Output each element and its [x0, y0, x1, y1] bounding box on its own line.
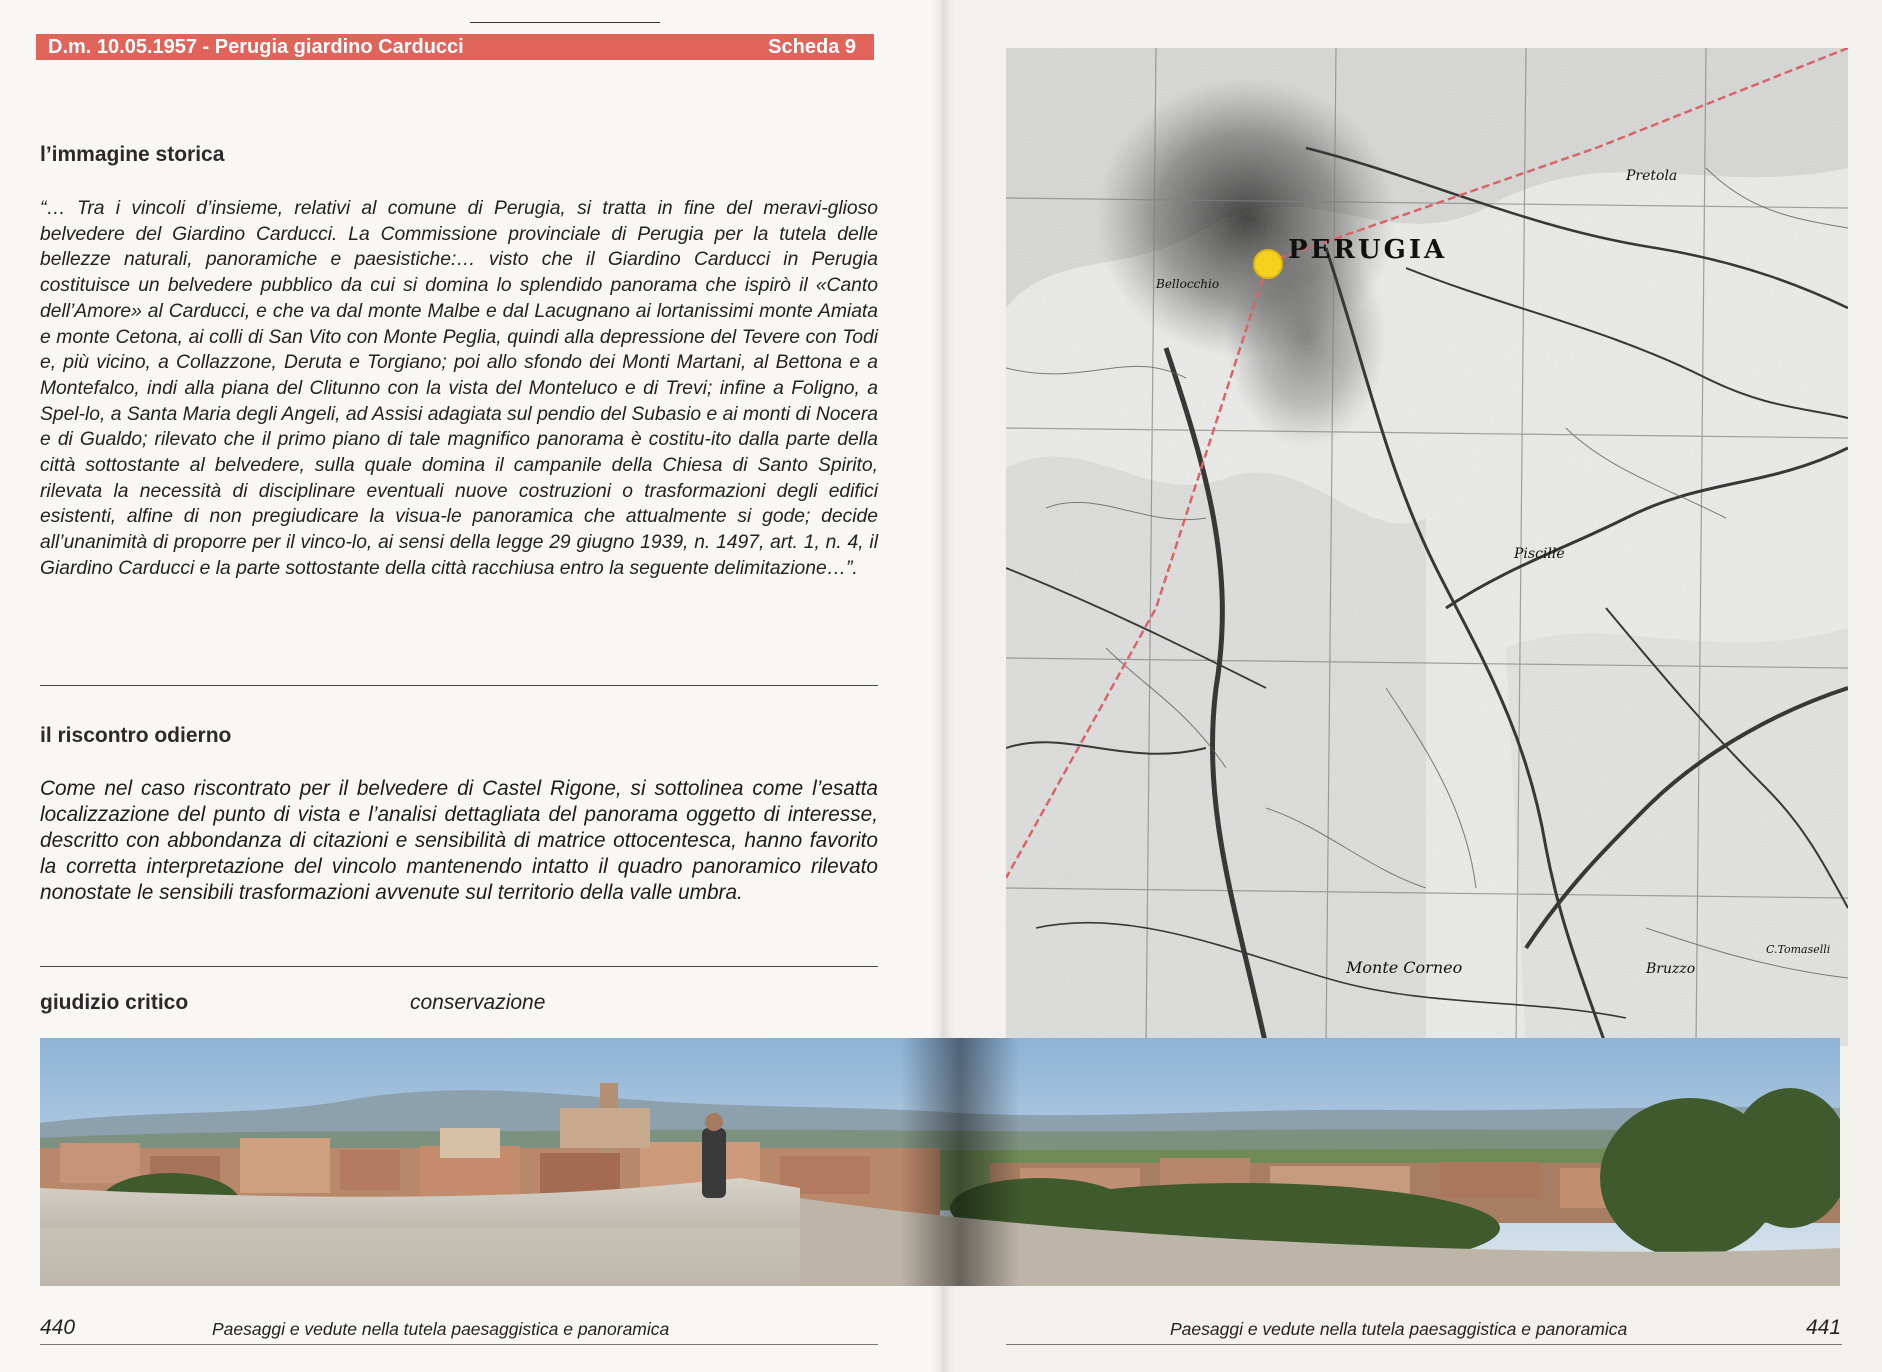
map-label-monte: Monte Corneo: [1346, 958, 1463, 977]
right-running-title: Paesaggi e vedute nella tutela paesaggistica e panoramica: [1170, 1319, 1628, 1339]
map-label-tomaselli: C.Tomaselli: [1766, 943, 1831, 956]
left-footer-rule: [40, 1344, 878, 1345]
critical-section-title: giudizio critico: [40, 991, 189, 1014]
left-running-title: Paesaggi e vedute nella tutela paesaggistica e panoramica: [212, 1319, 670, 1339]
scheda-label: Scheda 9: [768, 36, 856, 58]
map-label-bellocchio: Bellocchio: [1156, 277, 1220, 291]
map-label-piscille: Piscille: [1514, 546, 1565, 562]
right-footer-rule: [1006, 1344, 1842, 1345]
historic-quote: “… Tra i vincoli d’insieme, relativi al comune di Perugia, si tratta in fine del meravi-glioso belvedere del Giardino Carducci. La Commissione provinciale di Perugia per la tutela delle bellezze naturali, panoramiche e paesistiche:… visto che il Giardino Carducci in Perugia costituisce un belvedere pubblico da cui si domina lo splendido panorama che ispirò il «Canto dell’Amore» al Carducci, e che va dal monte Malbe e dal Lacugnano ai lortanissimi monte Amiata e monte Cetona, ai colli di San Vito con Monte Peglia, quindi alla depressione del Tevere con Todi e, più vicino, a Collazzone, Deruta e Torgiano; poi allo sfondo dei Monti Martani, al Bettona e a Montefalco, indi alla piana del Clitunno con la vista del Monteluco e di Trevi; infine a Foligno, a Spel-lo, a Santa Maria degli Angeli, ad Assisi adagiata sul pendio del Subasio e ai monti di Nocera e di Gualdo; rilevato che il primo piano di tale magnifico panorama è costitu-ito dalla parte della città sottostante al belvedere, sulla quale domina il campanile della Chiesa di Santo Spirito, rilevata la necessità di disciplinare eventuali nuove costruzioni o trasformazioni degli edifici esistenti, alfine di non pregiudicare la visua-le panoramica che attualmente si gode; decide all’unanimità di proporre per il vinco-lo, ai sensi della legge 29 giugno 1939, n. 1497, art. 1, n. 4, il Giardino Carducci e la parte sottostante della città racchiusa entro la seguente delimitazione…”.: [40, 198, 878, 579]
critical-value: conservazione: [410, 991, 546, 1014]
right-page-number: 441: [1806, 1316, 1842, 1339]
viewpoint-marker-icon: [1254, 250, 1282, 278]
map-label-brozzo: Bruzzo: [1646, 961, 1696, 977]
present-text: Come nel caso riscontrato per il belvedere di Castel Rigone, si sottolinea come l’esatta localizzazione del punto di vista e l’analisi dettagliata del panorama oggetto di interesse, descritto con abbondanza di citazioni e sensibilità di matrice ottocentesca, hanno favorito la corretta interpretazione del vincolo mantenendo intatto il quadro panoramico rilevato nonostate le sensibili trasformazioni avvenute sul territorio della valle umbra.: [40, 777, 878, 904]
present-section-title: il riscontro odierno: [40, 724, 232, 747]
left-page-number: 440: [40, 1316, 76, 1339]
map-label-pretola: Pretola: [1626, 168, 1678, 184]
panorama-photo-image: [40, 1038, 1840, 1286]
map-label-city: PERUGIA: [1288, 235, 1448, 265]
divider-1: [40, 685, 878, 686]
header-bar: [36, 34, 874, 60]
header-title: D.m. 10.05.1957 - Perugia giardino Carducci: [48, 36, 464, 58]
divider-2: [40, 966, 878, 967]
topographic-map-image: [1006, 48, 1848, 1046]
historic-section-title: l’immagine storica: [40, 143, 225, 166]
top-rule: [470, 22, 660, 23]
